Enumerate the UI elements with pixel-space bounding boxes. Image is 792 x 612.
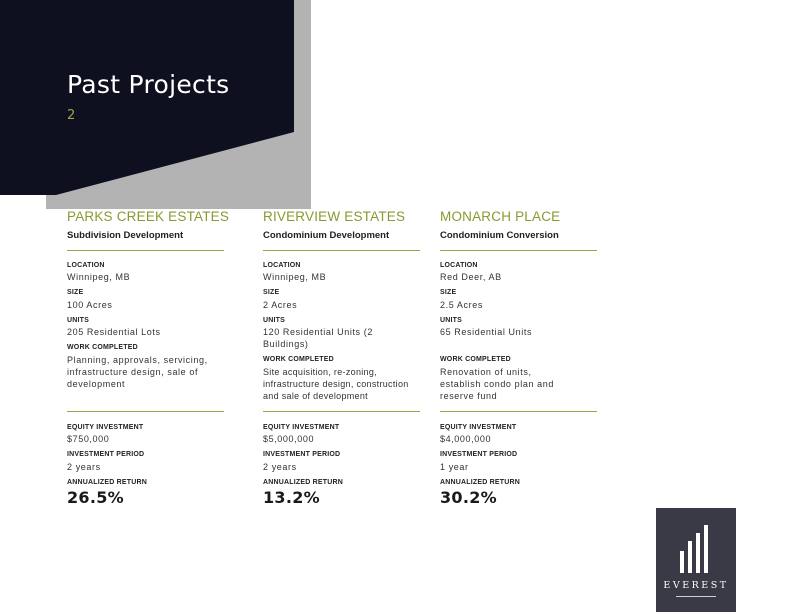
- project-name: PARKS CREEK ESTATES: [67, 209, 230, 224]
- divider: [263, 250, 420, 251]
- equity-investment-value: $750,000: [67, 434, 110, 444]
- work-completed-value: Renovation of units, establish condo plan and reserve fund: [440, 367, 554, 401]
- work-completed-label: WORK COMPLETED: [263, 356, 334, 363]
- size-value: 100 Acres: [67, 300, 113, 310]
- units-label: UNITS: [67, 317, 89, 324]
- investment-period-label: INVESTMENT PERIOD: [67, 451, 145, 458]
- work-completed-label: WORK COMPLETED: [440, 356, 511, 363]
- annualized-return-value: 26.5%: [67, 488, 125, 507]
- size-label: SIZE: [263, 289, 280, 296]
- project-name: RIVERVIEW ESTATES: [263, 209, 406, 224]
- investment-period-value: 2 years: [263, 462, 297, 472]
- size-label: SIZE: [67, 289, 84, 296]
- annualized-return-label: ANNUALIZED RETURN: [440, 479, 521, 486]
- size-label: SIZE: [440, 289, 457, 296]
- building-icon: [678, 525, 712, 575]
- project-type: Condominium Conversion: [440, 230, 559, 241]
- units-value: 65 Residential Units: [440, 327, 533, 337]
- size-value: 2 Acres: [263, 300, 298, 310]
- equity-investment-value: $5,000,000: [263, 434, 315, 444]
- work-completed-value: Planning, approvals, servicing, infrastructure design, sale of development: [67, 355, 208, 389]
- project-name: MONARCH PLACE: [440, 209, 561, 224]
- project-column-riverview: [263, 0, 423, 612]
- location-label: LOCATION: [263, 262, 301, 269]
- location-value: Red Deer, AB: [440, 272, 502, 282]
- equity-investment-value: $4,000,000: [440, 434, 492, 444]
- logo-wordmark: EVEREST: [663, 580, 729, 591]
- size-value: 2.5 Acres: [440, 300, 483, 310]
- annualized-return-value: 13.2%: [263, 488, 321, 507]
- page-number: 2: [67, 108, 76, 123]
- units-label: UNITS: [263, 317, 285, 324]
- equity-investment-label: EQUITY INVESTMENT: [67, 424, 144, 431]
- logo-underline: [676, 596, 716, 597]
- divider: [67, 411, 224, 412]
- location-label: LOCATION: [67, 262, 105, 269]
- divider: [440, 250, 597, 251]
- investment-period-value: 2 years: [67, 462, 101, 472]
- units-label: UNITS: [440, 317, 462, 324]
- project-column-monarch: [440, 0, 600, 612]
- project-type: Subdivision Development: [67, 230, 184, 241]
- location-label: LOCATION: [440, 262, 478, 269]
- divider: [440, 411, 597, 412]
- equity-investment-label: EQUITY INVESTMENT: [440, 424, 517, 431]
- investment-period-value: 1 year: [440, 462, 469, 472]
- units-value: 120 Residential Units (2 Buildings): [263, 327, 373, 349]
- location-value: Winnipeg, MB: [263, 272, 327, 282]
- location-value: Winnipeg, MB: [67, 272, 131, 282]
- work-completed-value: Site acquisition, re-zoning, infrastructure design, construction and sale of development: [263, 367, 409, 401]
- annualized-return-label: ANNUALIZED RETURN: [263, 479, 344, 486]
- annualized-return-value: 30.2%: [440, 488, 498, 507]
- investment-period-label: INVESTMENT PERIOD: [440, 451, 518, 458]
- everest-logo: [656, 508, 736, 612]
- project-type: Condominium Development: [263, 230, 390, 241]
- investment-period-label: INVESTMENT PERIOD: [263, 451, 341, 458]
- work-completed-label: WORK COMPLETED: [67, 344, 138, 351]
- equity-investment-label: EQUITY INVESTMENT: [263, 424, 340, 431]
- divider: [67, 250, 224, 251]
- project-column-parks-creek: [67, 0, 230, 612]
- divider: [263, 411, 420, 412]
- units-value: 205 Residential Lots: [67, 327, 161, 337]
- annualized-return-label: ANNUALIZED RETURN: [67, 479, 148, 486]
- page-title: Past Projects: [67, 70, 230, 99]
